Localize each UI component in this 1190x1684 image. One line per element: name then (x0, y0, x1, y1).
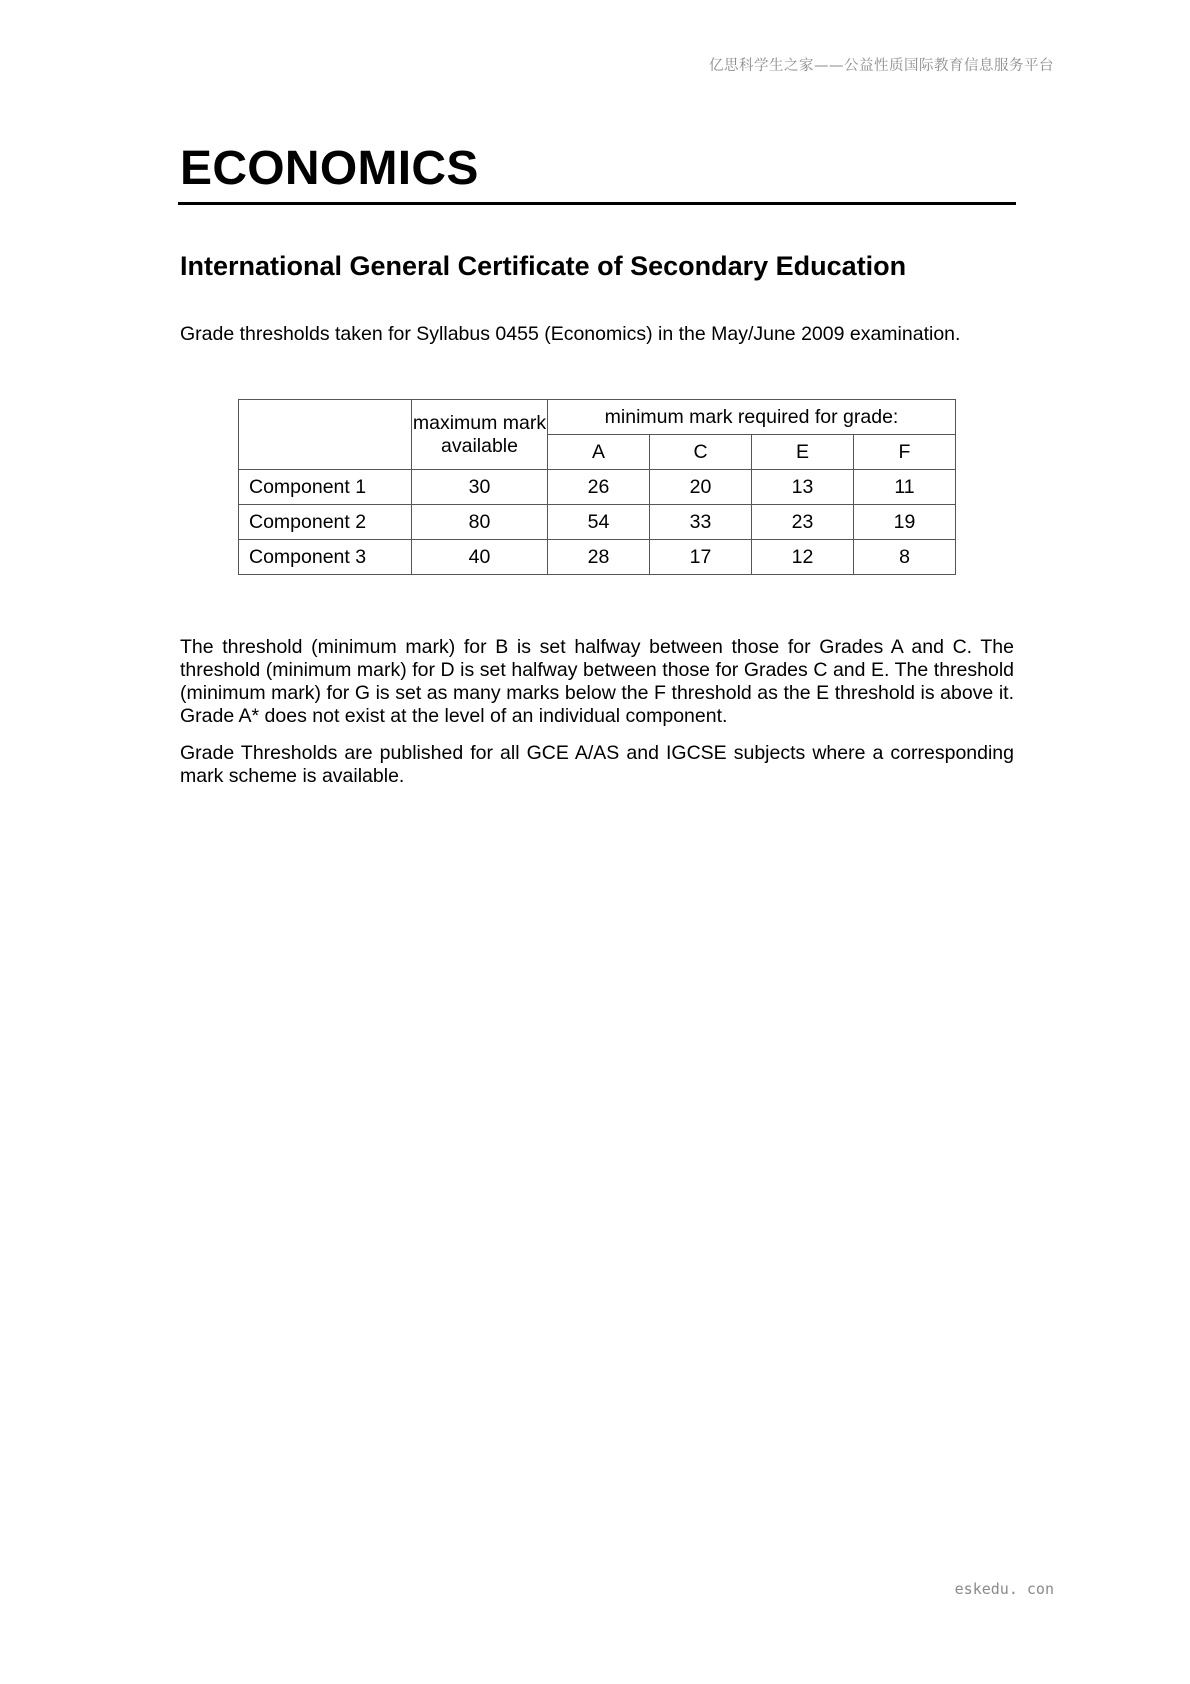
table-row (239, 505, 956, 540)
grade-e-cell: 13 (752, 470, 854, 505)
notes-paragraph-2: Grade Thresholds are published for all GCE A/AS and IGCSE subjects where a corresponding mark scheme is available. (180, 742, 1014, 787)
row-label: Component 2 (239, 505, 412, 540)
row-label: Component 3 (239, 540, 412, 575)
intro-text: Grade thresholds taken for Syllabus 0455 (Economics) in the May/June 2009 examination. (180, 322, 961, 345)
grade-e-cell: 12 (752, 540, 854, 575)
grade-e-cell: 23 (752, 505, 854, 540)
max-mark-cell: 40 (412, 540, 548, 575)
grade-f-cell: 8 (854, 540, 956, 575)
watermark-top: 亿思科学生之家——公益性质国际教育信息服务平台 (709, 58, 1054, 74)
table-row (239, 540, 956, 575)
header-min-mark: minimum mark required for grade: (548, 400, 956, 435)
grade-a-cell: 54 (548, 505, 650, 540)
grade-c-cell: 20 (650, 470, 752, 505)
notes-paragraph-1: The threshold (minimum mark) for B is set halfway between those for Grades A and C. The threshold (minimum mark) for D is set halfway between those for Grades C and E. The threshold (minimum mark) for G is set as many marks below the F threshold as the E threshold is above it. Grade A* does not exist at the level of an individual component. (180, 636, 1014, 727)
table-row (239, 470, 956, 505)
title-rule (178, 202, 1016, 205)
row-label: Component 1 (239, 470, 412, 505)
table-header-row (239, 400, 956, 435)
grade-thresholds-table (238, 399, 956, 575)
grade-f-cell: 19 (854, 505, 956, 540)
grade-f-cell: 11 (854, 470, 956, 505)
header-grade-f: F (854, 435, 956, 470)
watermark-bottom: eskedu. con (954, 1580, 1054, 1598)
document-title: ECONOMICS (180, 142, 479, 195)
header-grade-e: E (752, 435, 854, 470)
header-grade-c: C (650, 435, 752, 470)
grade-c-cell: 33 (650, 505, 752, 540)
header-max-mark: maximum mark available (412, 400, 548, 470)
grade-a-cell: 28 (548, 540, 650, 575)
grade-a-cell: 26 (548, 470, 650, 505)
max-mark-cell: 80 (412, 505, 548, 540)
max-mark-cell: 30 (412, 470, 548, 505)
document-subtitle: International General Certificate of Secondary Education (180, 250, 907, 281)
document-header (180, 140, 1018, 347)
header-grade-a: A (548, 435, 650, 470)
threshold-notes (180, 636, 1014, 802)
header-empty-cell (239, 400, 412, 470)
grade-c-cell: 17 (650, 540, 752, 575)
